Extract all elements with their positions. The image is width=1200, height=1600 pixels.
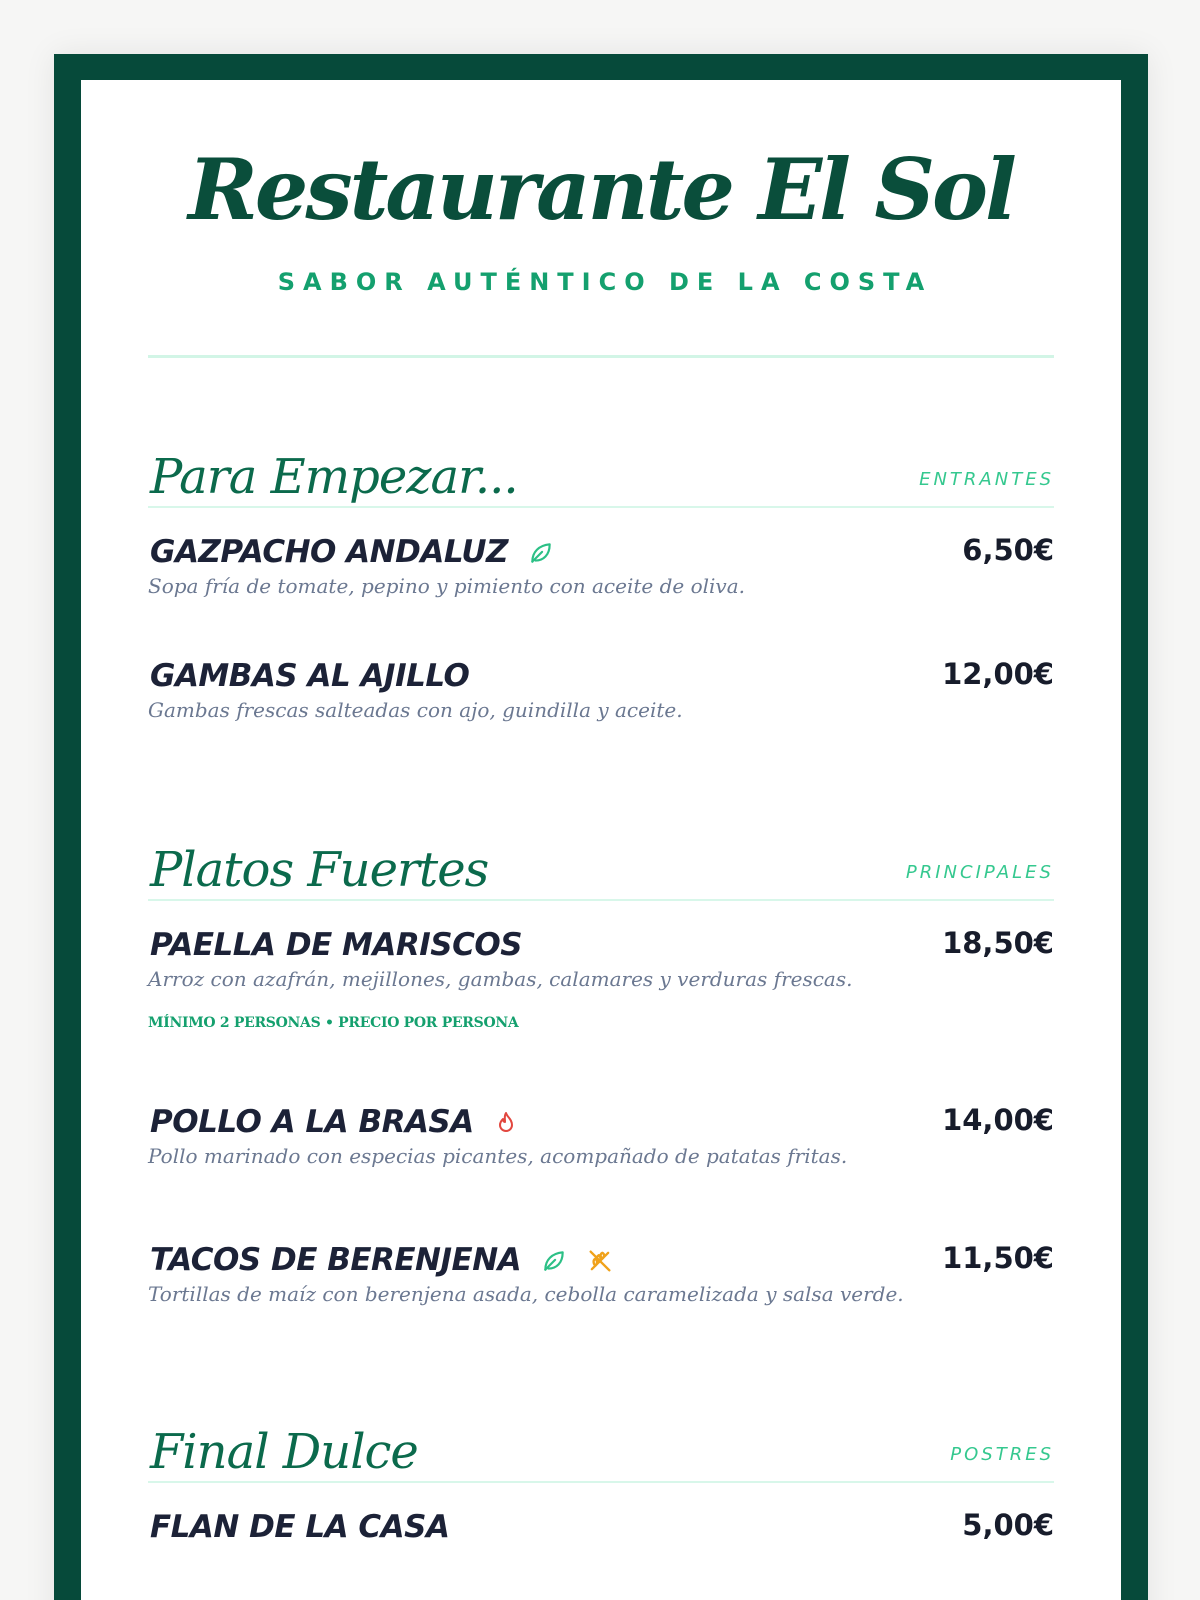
item-name: PAELLA DE MARISCOS bbox=[150, 926, 523, 963]
leaf-icon bbox=[541, 1248, 567, 1274]
item-description: Gambas frescas salteadas con ajo, guindilla y aceite. bbox=[148, 698, 683, 722]
header-divider bbox=[148, 355, 1054, 358]
item-price: 6,50€ bbox=[962, 533, 1054, 567]
gluten-free-icon bbox=[586, 1247, 614, 1275]
item-description: Tortillas de maíz con berenjena asada, cebolla caramelizada y salsa verde. bbox=[148, 1282, 904, 1306]
item-name: POLLO A LA BRASA bbox=[150, 1103, 474, 1140]
item-price: 12,00€ bbox=[942, 657, 1054, 691]
section-tag: POSTRES bbox=[950, 1444, 1054, 1465]
section-tag: ENTRANTES bbox=[919, 469, 1054, 490]
section-title: Final Dulce bbox=[150, 1423, 418, 1480]
item-description: Sopa fría de tomate, pepino y pimiento con aceite de oliva. bbox=[148, 574, 745, 598]
item-name: FLAN DE LA CASA bbox=[150, 1508, 450, 1545]
item-description: Arroz con azafrán, mejillones, gambas, calamares y verduras frescas. bbox=[148, 967, 853, 991]
item-description: Pollo marinado con especias picantes, acompañado de patatas fritas. bbox=[148, 1144, 848, 1168]
section-header-entrantes bbox=[148, 448, 1054, 508]
item-price: 11,50€ bbox=[942, 1241, 1054, 1275]
item-price: 14,00€ bbox=[942, 1103, 1054, 1137]
section-title: Platos Fuertes bbox=[150, 841, 489, 898]
section-title: Para Empezar... bbox=[150, 448, 518, 505]
menu-card bbox=[81, 80, 1121, 1600]
item-note: MÍNIMO 2 PERSONAS • PRECIO POR PERSONA bbox=[148, 1015, 519, 1031]
item-name: GAMBAS AL AJILLO bbox=[150, 657, 470, 694]
item-name: TACOS DE BERENJENA bbox=[150, 1241, 522, 1278]
item-name: GAZPACHO ANDALUZ bbox=[150, 533, 509, 570]
menu-frame bbox=[54, 54, 1148, 1600]
item-price: 18,50€ bbox=[942, 926, 1054, 960]
section-header-postres bbox=[148, 1423, 1054, 1483]
flame-icon bbox=[494, 1110, 518, 1136]
restaurant-name: Restaurante El Sol bbox=[188, 140, 1014, 239]
section-header-principales bbox=[148, 841, 1054, 901]
leaf-icon bbox=[528, 540, 554, 566]
section-tag: PRINCIPALES bbox=[905, 862, 1054, 883]
item-price: 5,00€ bbox=[962, 1508, 1054, 1542]
restaurant-tagline: SABOR AUTÉNTICO DE LA COSTA bbox=[277, 268, 933, 296]
